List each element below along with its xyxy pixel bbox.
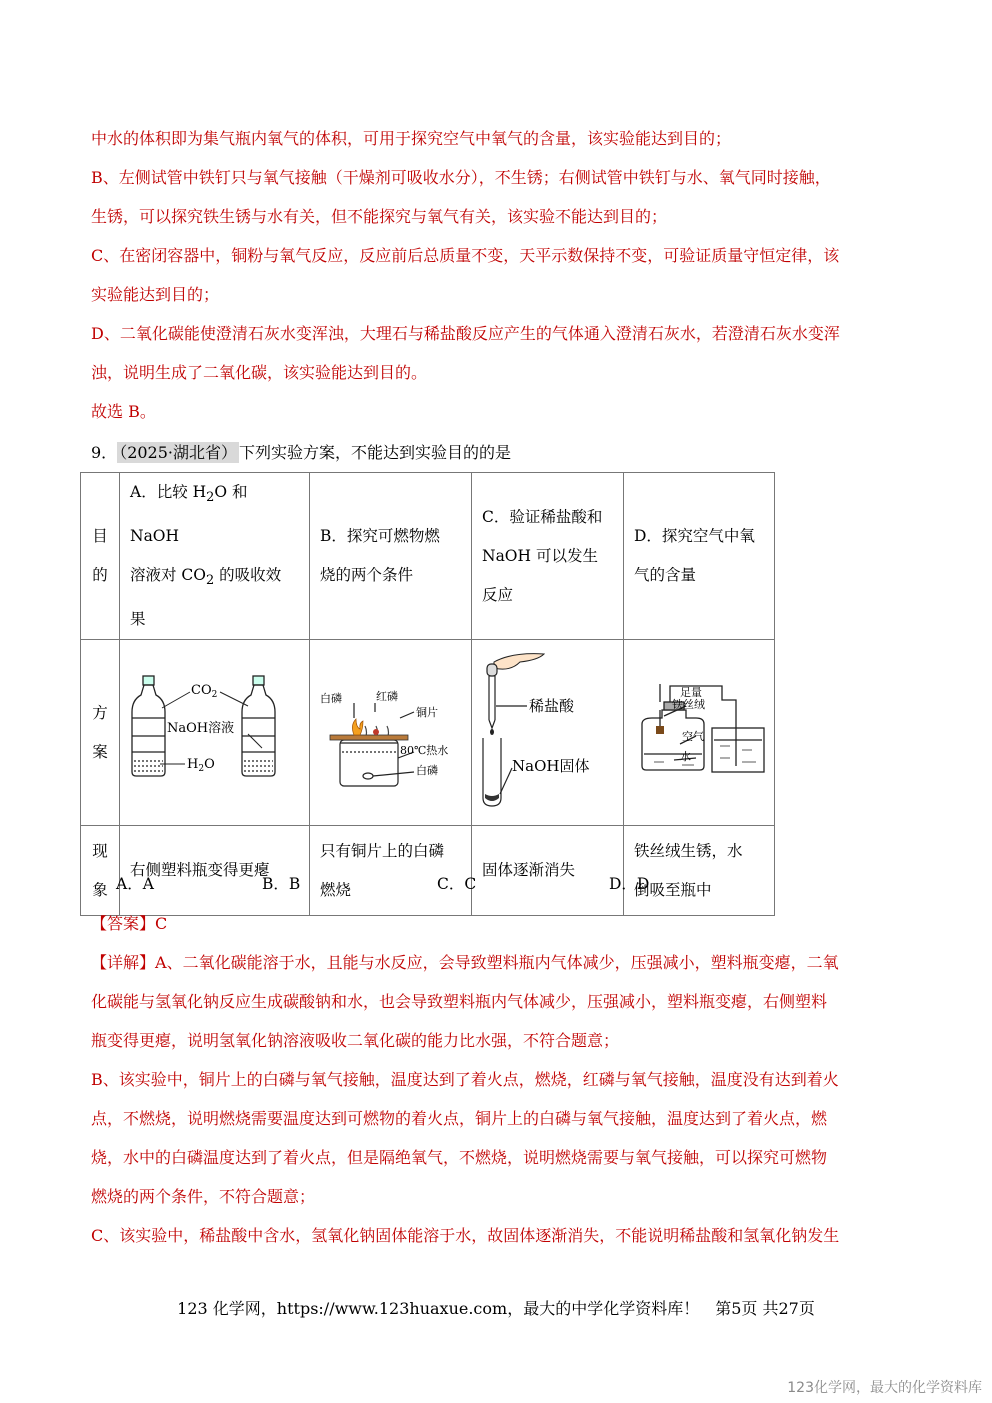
option-b: B．B bbox=[262, 875, 301, 893]
purpose-b: B．探究可燃物燃 烧的两个条件 bbox=[310, 473, 472, 640]
page-footer: 123 化学网，https://www.123huaxue.com，最大的中学化学资料库！ 第5页 共27页 bbox=[177, 1299, 815, 1318]
prev-b-line-1: B、左侧试管中铁钉只与氧气接触（干燥剂可吸收水分），不生锈；右侧试管中铁钉与水、氧气同时接触， bbox=[91, 168, 831, 187]
detail-b-line-3: 烧，水中的白磷温度达到了着火点，但是隔绝氧气，不燃烧，说明燃烧需要与氧气接触，可以探究可燃物 bbox=[91, 1148, 828, 1167]
purpose-row bbox=[81, 473, 775, 640]
prev-c-line-2: 实验能达到目的； bbox=[91, 285, 220, 304]
copper-plate-icon bbox=[330, 735, 408, 740]
phenomenon-d: 铁丝绒生锈，水 倒吸至瓶中 bbox=[624, 826, 775, 916]
figure-b-cell bbox=[310, 640, 472, 826]
svg-text:稀盐酸: 稀盐酸 bbox=[529, 697, 575, 716]
svg-text:铁丝绒: 铁丝绒 bbox=[672, 698, 705, 712]
figure-a-bottles bbox=[120, 640, 309, 810]
svg-text:空气: 空气 bbox=[682, 730, 704, 744]
svg-text:H2O: $H_2O$ bbox=[187, 757, 215, 775]
prev-c-line-1: C、在密闭容器中，铜粉与氧气反应，反应前后总质量不变，天平示数保持不变，可验证质量守恒定律，该 bbox=[91, 246, 840, 265]
svg-text:80℃热水: 80℃热水 bbox=[400, 744, 449, 758]
figure-c-dropper bbox=[472, 640, 623, 810]
question-source-tag: （2025·湖北省） bbox=[119, 443, 237, 462]
right-bottle-icon bbox=[242, 676, 275, 776]
prev-d-line-1: D、二氧化碳能使澄清石灰水变浑浊，大理石与稀盐酸反应产生的气体通入澄清石灰水，若澄清石灰水变浑 bbox=[91, 324, 840, 343]
detail-b-line-1: B、该实验中，铜片上的白磷与氧气接触，温度达到了着火点，燃烧，红磷与氧气接触，温度没有达到着火 bbox=[91, 1070, 839, 1089]
phenomenon-a: 右侧塑料瓶变得更瘪 bbox=[120, 826, 310, 916]
figure-d-cell bbox=[624, 640, 775, 826]
figure-d-oxygen-apparatus bbox=[624, 640, 774, 810]
svg-text:红磷: 红磷 bbox=[376, 690, 398, 704]
answer-line bbox=[91, 904, 906, 943]
watermark: 123化学网，最大的化学资料库 bbox=[787, 1380, 982, 1396]
purpose-d: D．探究空气中氧 气的含量 bbox=[624, 473, 775, 640]
phenomenon-c: 固体逐渐消失 bbox=[472, 826, 624, 916]
dropper-icon bbox=[487, 664, 497, 676]
svg-text:铜片: 铜片 bbox=[416, 706, 438, 720]
detail-c-line-1: C、该实验中，稀盐酸中含水，氢氧化钠固体能溶于水，故固体逐渐消失，不能说明稀盐酸和氢氧化钠发生 bbox=[91, 1226, 840, 1245]
detail-b-line-2: 点，不燃烧，说明燃烧需要温度达到可燃物的着火点，铜片上的白磷与氧气接触，温度达到了着火点，燃 bbox=[91, 1109, 828, 1128]
experiment-table bbox=[80, 472, 775, 916]
svg-text:NaOH固体: NaOH固体 bbox=[512, 757, 590, 776]
detail-a-line-1: 【详解】A、二氧化碳能溶于水，且能与水反应，会导致塑料瓶内气体减少，压强减小，塑料瓶变瘪，二氧 bbox=[91, 953, 839, 972]
detail-a-line-2: 化碳能与氢氧化钠反应生成碳酸钠和水，也会导致塑料瓶内气体减少，压强减小，塑料瓶变瘪，右侧塑料 bbox=[91, 992, 828, 1011]
left-bottle-icon bbox=[132, 676, 165, 776]
purpose-c: C．验证稀盐酸和 NaOH 可以发生 反应 bbox=[472, 473, 624, 640]
option-a: A．A bbox=[116, 875, 154, 893]
row-label-phenomenon: 现 象 bbox=[81, 826, 120, 916]
detail-a-line-3: 瓶变得更瘪，说明氢氧化钠溶液吸收二氧化碳的能力比水强，不符合题意； bbox=[91, 1031, 620, 1050]
plan-row bbox=[81, 640, 775, 826]
row-label-plan: 方 案 bbox=[81, 640, 120, 826]
prev-choose: 故选 B。 bbox=[91, 402, 156, 421]
svg-text:CO2: $CO_2$ bbox=[191, 683, 218, 701]
detail-tag: 【详解】 bbox=[91, 953, 156, 972]
hand-icon bbox=[494, 654, 544, 669]
question-9-stem bbox=[91, 433, 511, 472]
figure-a-cell bbox=[120, 640, 310, 826]
question-number: 9． bbox=[91, 443, 118, 462]
prev-d-line-2: 浊，说明生成了二氧化碳，该实验能达到目的。 bbox=[91, 363, 428, 382]
svg-text:NaOH溶液: NaOH溶液 bbox=[167, 721, 235, 737]
phenomenon-row bbox=[81, 826, 775, 916]
row-label-purpose: 目 的 bbox=[81, 473, 120, 640]
detail-b-line-4: 燃烧的两个条件，不符合题意； bbox=[91, 1187, 316, 1206]
answer-value: C bbox=[155, 914, 168, 933]
svg-text:白磷: 白磷 bbox=[416, 764, 438, 778]
svg-text:白磷: 白磷 bbox=[320, 692, 342, 706]
option-c: C．C bbox=[437, 875, 477, 893]
prev-b-line-2: 生锈，可以探究铁生锈与水有关，但不能探究与氧气有关，该实验不能达到目的； bbox=[91, 207, 668, 226]
water-beaker-icon bbox=[712, 728, 764, 772]
phenomenon-b: 只有铜片上的白磷 燃烧 bbox=[310, 826, 472, 916]
svg-text:水: 水 bbox=[680, 750, 691, 764]
figure-b-combustion bbox=[310, 640, 471, 810]
flame-icon bbox=[352, 719, 363, 735]
purpose-a: A．比较 $H_2O$ 和 NaOH 溶液对 $CO_2$ 的吸收效 果 bbox=[120, 473, 310, 640]
figure-c-cell bbox=[472, 640, 624, 826]
prev-line-1: 中水的体积即为集气瓶内氧气的体积，可用于探究空气中氧气的含量，该实验能达到目的； bbox=[91, 129, 732, 148]
answer-tag: 【答案】 bbox=[91, 914, 156, 933]
option-d: D．D bbox=[609, 875, 650, 893]
svg-text:足量: 足量 bbox=[680, 686, 702, 700]
question-text: 下列实验方案，不能达到实验目的的是 bbox=[239, 443, 512, 462]
